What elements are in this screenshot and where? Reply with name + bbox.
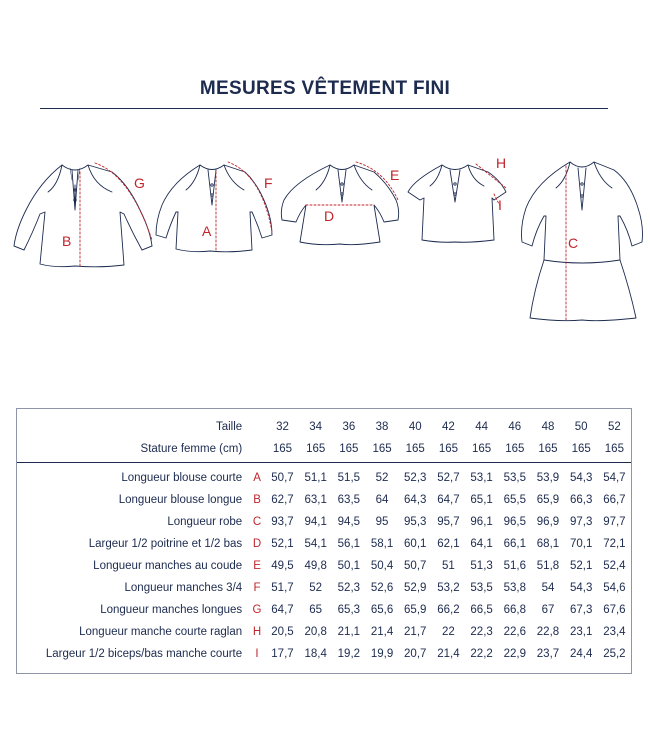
measurement-value: 66,8	[503, 604, 526, 616]
measurement-value: 23,1	[569, 626, 593, 638]
measurement-value: 65,9	[536, 494, 560, 506]
measurement-value: 65,5	[503, 494, 526, 506]
measurement-row	[17, 577, 631, 599]
measurement-value: 54,6	[603, 582, 626, 594]
measurement-value: 54,1	[304, 538, 327, 550]
measurement-value: 52,7	[437, 472, 460, 484]
measurement-value: 52,3	[404, 472, 427, 484]
measurement-value: 49,5	[271, 560, 294, 572]
measurement-value: 70,1	[569, 538, 593, 550]
stature-cell: 165	[571, 443, 591, 455]
measurement-value: 96,5	[503, 516, 526, 528]
measurement-value: 95,7	[437, 516, 460, 528]
garment-dress	[522, 162, 643, 321]
measurement-value: 51,8	[536, 560, 560, 572]
measurement-value: 54,3	[569, 582, 593, 594]
measurement-value: 53,8	[503, 582, 526, 594]
measurement-value: 52,1	[271, 538, 294, 550]
measurement-value: 64,3	[404, 494, 427, 506]
measurement-value: 50,7	[404, 560, 427, 572]
measurement-value: 19,2	[337, 648, 361, 660]
measurement-label: Longueur robe	[167, 516, 243, 528]
measurement-value: 53,2	[437, 582, 460, 594]
measurement-value: 52	[375, 472, 389, 484]
stature-cell: 165	[538, 443, 558, 455]
measurement-value: 21,4	[370, 626, 394, 638]
measurement-letter: G	[252, 604, 262, 616]
measurement-value: 21,7	[404, 626, 427, 638]
measurement-value: 66,1	[503, 538, 526, 550]
measurement-letter: B	[253, 494, 261, 506]
diagram-label-b: B	[62, 233, 72, 249]
measurement-value: 51,5	[337, 472, 361, 484]
measurement-value: 49,8	[304, 560, 327, 572]
diagram-label-c: C	[568, 235, 579, 251]
measurement-row	[17, 489, 631, 511]
measurement-label: Longueur manche courte raglan	[79, 626, 243, 638]
measurement-value: 18,4	[304, 648, 327, 660]
measurement-letter: F	[253, 582, 261, 594]
measurement-row	[17, 533, 631, 555]
stature-cell: 165	[372, 443, 392, 455]
diagram-label-i: I	[498, 197, 502, 213]
measurement-value: 20,5	[271, 626, 294, 638]
measurement-value: 72,1	[603, 538, 626, 550]
measurement-value: 21,4	[437, 648, 460, 660]
measurement-value: 22,3	[470, 626, 493, 638]
size-cell: 44	[475, 421, 488, 433]
measurement-value: 20,7	[404, 648, 427, 660]
measurement-value: 53,1	[470, 472, 493, 484]
measurement-letter: H	[252, 626, 262, 638]
measurement-value: 51,3	[470, 560, 493, 572]
measurement-value: 66,7	[603, 494, 626, 506]
measurement-value: 58,1	[370, 538, 394, 550]
size-cell: 40	[408, 421, 422, 433]
size-cell: 50	[574, 421, 588, 433]
measurement-value: 22,8	[536, 626, 560, 638]
measurement-value: 21,1	[337, 626, 361, 638]
measurement-value: 65	[309, 604, 323, 616]
measurements-table-container	[16, 408, 632, 674]
stature-cell: 165	[405, 443, 425, 455]
measurement-row	[17, 463, 631, 490]
measurement-value: 50,7	[271, 472, 294, 484]
size-cell: 38	[375, 421, 389, 433]
measurement-value: 20,8	[304, 626, 327, 638]
measurement-value: 60,1	[404, 538, 427, 550]
measurement-value: 24,4	[569, 648, 593, 660]
stature-cell: 165	[306, 443, 326, 455]
size-header-label: Taille	[215, 421, 243, 433]
measurement-value: 53,5	[503, 472, 526, 484]
measurement-value: 96,1	[470, 516, 493, 528]
size-cell: 32	[276, 421, 289, 433]
measurement-value: 23,7	[536, 648, 560, 660]
measurement-value: 52,4	[603, 560, 626, 572]
measurement-letter: C	[252, 516, 262, 528]
size-header-row	[17, 416, 631, 438]
stature-cell: 165	[339, 443, 359, 455]
measurement-value: 22,2	[470, 648, 493, 660]
measurement-label: Largeur 1/2 poitrine et 1/2 bas	[88, 538, 243, 550]
measurement-label: Longueur manches longues	[100, 604, 243, 616]
diagram-label-g: G	[134, 175, 145, 191]
measurement-label: Largeur 1/2 biceps/bas manche courte	[45, 648, 243, 660]
measurement-value: 94,5	[337, 516, 361, 528]
measurement-value: 53,5	[470, 582, 493, 594]
measure-f-line	[228, 162, 272, 232]
measurements-table-body	[17, 416, 631, 665]
measurement-value: 19,9	[370, 648, 394, 660]
measurement-value: 95	[375, 516, 389, 528]
measurement-row	[17, 599, 631, 621]
measurement-value: 51	[442, 560, 455, 572]
measurement-value: 25,2	[603, 648, 626, 660]
stature-cell: 165	[438, 443, 459, 455]
diagram-label-h: H	[496, 155, 507, 171]
measurement-value: 52	[309, 582, 323, 594]
measurement-value: 54,3	[569, 472, 593, 484]
size-cell: 48	[541, 421, 555, 433]
measurement-value: 23,4	[603, 626, 626, 638]
measurement-value: 22,6	[503, 626, 526, 638]
measurement-value: 65,6	[370, 604, 394, 616]
stature-cell: 165	[604, 443, 624, 455]
measurement-value: 50,1	[337, 560, 361, 572]
measurement-value: 52,1	[569, 560, 593, 572]
measurement-value: 54	[541, 582, 555, 594]
measurement-label: Longueur manches 3/4	[124, 582, 243, 594]
measurement-row	[17, 511, 631, 533]
measurement-value: 66,5	[470, 604, 493, 616]
measurement-row	[17, 621, 631, 643]
garment-blouse-long-sleeve	[14, 165, 152, 267]
measurement-value: 67	[541, 604, 555, 616]
diagram-label-f: F	[264, 175, 273, 191]
diagram-label-a: A	[202, 223, 212, 239]
measurement-row	[17, 555, 631, 577]
garment-diagrams	[0, 150, 650, 330]
size-cell: 36	[342, 421, 356, 433]
measurement-value: 56,1	[337, 538, 361, 550]
measurement-value: 52,6	[370, 582, 394, 594]
measurement-value: 62,1	[437, 538, 460, 550]
measurement-value: 97,3	[569, 516, 593, 528]
measurement-value: 51,1	[304, 472, 327, 484]
measurement-value: 17,7	[271, 648, 294, 660]
stature-cell: 165	[272, 443, 293, 455]
measurement-value: 51,7	[271, 582, 294, 594]
diagram-label-d: D	[324, 208, 335, 224]
measurement-value: 93,7	[271, 516, 294, 528]
measurement-value: 68,1	[536, 538, 560, 550]
measurement-letter: A	[253, 472, 261, 484]
measurement-value: 64,1	[470, 538, 493, 550]
garment-blouse-three-quarter	[156, 165, 272, 252]
measurement-letter: E	[253, 560, 261, 572]
measurement-value: 96,9	[536, 516, 560, 528]
measurement-value: 67,3	[569, 604, 593, 616]
page-title: MESURES VÊTEMENT FINI	[199, 78, 451, 99]
size-cell: 52	[607, 421, 621, 433]
measurement-value: 66,3	[569, 494, 593, 506]
measurement-label: Longueur manches au coude	[93, 560, 243, 572]
measurement-letter: I	[255, 648, 259, 660]
measurement-value: 54,7	[603, 472, 626, 484]
title-divider	[40, 108, 608, 109]
stature-cell: 165	[505, 443, 525, 455]
measurement-value: 65,9	[404, 604, 427, 616]
measurement-label: Longueur blouse longue	[118, 494, 243, 506]
measurement-value: 63,5	[337, 494, 361, 506]
measurement-value: 63,1	[304, 494, 327, 506]
measurement-value: 67,6	[603, 604, 626, 616]
measurements-table	[17, 416, 631, 665]
measurement-value: 64,7	[271, 604, 294, 616]
stature-row	[17, 438, 631, 463]
stature-cell: 165	[472, 443, 492, 455]
measurement-value: 66,2	[437, 604, 460, 616]
measurement-value: 51,6	[503, 560, 526, 572]
stature-label: Stature femme (cm)	[140, 443, 243, 455]
measurement-value: 64,7	[437, 494, 460, 506]
measurement-value: 95,3	[404, 516, 427, 528]
measurement-row	[17, 643, 631, 665]
measurement-value: 22	[442, 626, 455, 638]
measurement-value: 97,7	[603, 516, 626, 528]
measurement-value: 52,9	[404, 582, 427, 594]
measurement-label: Longueur blouse courte	[121, 472, 243, 484]
measurement-value: 65,3	[337, 604, 361, 616]
measurement-value: 64	[375, 494, 389, 506]
measurement-value: 62,7	[271, 494, 294, 506]
measurement-value: 50,4	[370, 560, 394, 572]
size-cell: 42	[442, 421, 455, 433]
garment-illustrations	[0, 150, 650, 330]
measurement-value: 53,9	[536, 472, 560, 484]
measurement-value: 65,1	[470, 494, 493, 506]
measurement-value: 52,3	[337, 582, 361, 594]
measurement-value: 22,9	[503, 648, 526, 660]
measurement-value: 94,1	[304, 516, 327, 528]
size-cell: 46	[508, 421, 522, 433]
size-cell: 34	[309, 421, 323, 433]
diagram-label-e: E	[390, 167, 400, 183]
measurement-letter: D	[252, 538, 262, 550]
